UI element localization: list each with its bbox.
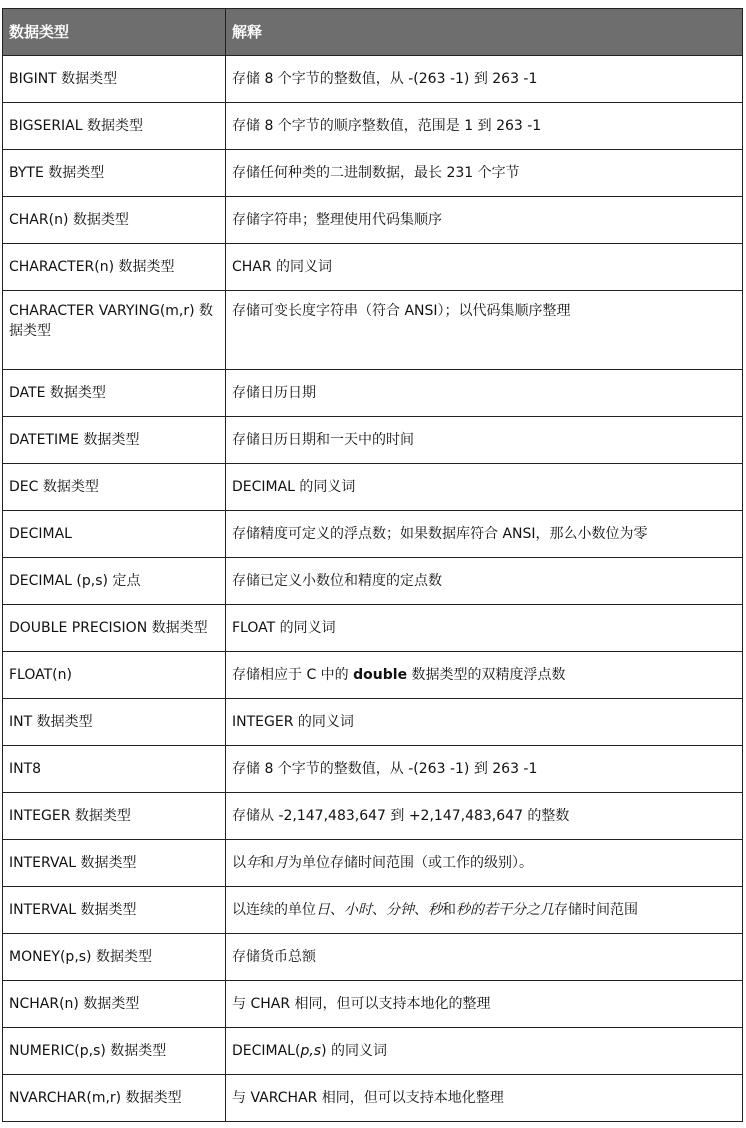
desc-cell: 存储日历日期: [226, 370, 743, 417]
table-row: [3, 103, 743, 150]
table-header-row: [3, 9, 743, 56]
table-row: [3, 699, 743, 746]
type-cell: INT 数据类型: [3, 699, 226, 746]
type-cell: CHARACTER(n) 数据类型: [3, 244, 226, 291]
desc-text: 数据类型的双精度浮点数: [407, 667, 566, 683]
desc-italic-term: 日: [316, 902, 330, 918]
table-row: [3, 981, 743, 1028]
desc-text: 、: [330, 902, 344, 918]
type-cell: DECIMAL: [3, 511, 226, 558]
desc-italic-term: 秒: [428, 902, 442, 918]
data-types-table: [2, 8, 743, 1122]
desc-bold-keyword: double: [353, 667, 408, 683]
table-row: [3, 652, 743, 699]
desc-text: 以: [232, 855, 246, 871]
desc-cell: 存储日历日期和一天中的时间: [226, 417, 743, 464]
type-cell: INTERVAL 数据类型: [3, 840, 226, 887]
desc-cell: 与 CHAR 相同，但可以支持本地化的整理: [226, 981, 743, 1028]
desc-cell: 存储任何种类的二进制数据，最长 231 个字节: [226, 150, 743, 197]
desc-italic-term: 秒的若干分之几: [456, 902, 554, 918]
desc-cell: [226, 1028, 743, 1075]
desc-italic-term: 分钟: [386, 902, 414, 918]
desc-cell: FLOAT 的同义词: [226, 605, 743, 652]
desc-cell: 存储字符串；整理使用代码集顺序: [226, 197, 743, 244]
table-row: [3, 934, 743, 981]
desc-cell: 存储可变长度字符串（符合 ANSI）；以代码集顺序整理: [226, 291, 743, 370]
table-row: [3, 370, 743, 417]
type-cell: DEC 数据类型: [3, 464, 226, 511]
desc-text: 、: [414, 902, 428, 918]
type-cell: DATE 数据类型: [3, 370, 226, 417]
desc-cell: 存储已定义小数位和精度的定点数: [226, 558, 743, 605]
desc-cell: CHAR 的同义词: [226, 244, 743, 291]
desc-text: 和: [260, 855, 274, 871]
type-cell: MONEY(p,s) 数据类型: [3, 934, 226, 981]
type-cell: BYTE 数据类型: [3, 150, 226, 197]
desc-cell: 存储精度可定义的浮点数；如果数据库符合 ANSI，那么小数位为零: [226, 511, 743, 558]
header-data-type: 数据类型: [3, 9, 226, 56]
table-row: [3, 244, 743, 291]
type-cell: BIGINT 数据类型: [3, 56, 226, 103]
desc-italic-term: 小时: [344, 902, 372, 918]
table-row: [3, 746, 743, 793]
type-cell: NCHAR(n) 数据类型: [3, 981, 226, 1028]
desc-text: ) 的同义词: [321, 1043, 388, 1059]
desc-cell: 存储从 -2,147,483,647 到 +2,147,483,647 的整数: [226, 793, 743, 840]
desc-italic-term: 月: [274, 855, 288, 871]
table-row: [3, 558, 743, 605]
table-row: [3, 1075, 743, 1122]
type-cell: INTERVAL 数据类型: [3, 887, 226, 934]
desc-italic-term: p,s: [300, 1043, 322, 1059]
desc-cell: 与 VARCHAR 相同，但可以支持本地化整理: [226, 1075, 743, 1122]
desc-cell: 存储 8 个字节的整数值，从 -(263 -1) 到 263 -1: [226, 746, 743, 793]
desc-italic-term: 年: [246, 855, 260, 871]
desc-cell: 存储 8 个字节的整数值，从 -(263 -1) 到 263 -1: [226, 56, 743, 103]
desc-text: 、: [372, 902, 386, 918]
table-row: [3, 1028, 743, 1075]
type-cell: NUMERIC(p,s) 数据类型: [3, 1028, 226, 1075]
table-row: [3, 291, 743, 370]
type-cell: FLOAT(n): [3, 652, 226, 699]
table-row: [3, 511, 743, 558]
desc-cell: DECIMAL 的同义词: [226, 464, 743, 511]
desc-text: 和: [442, 902, 456, 918]
type-cell: DOUBLE PRECISION 数据类型: [3, 605, 226, 652]
desc-cell: INTEGER 的同义词: [226, 699, 743, 746]
table-row: [3, 840, 743, 887]
desc-text: 存储相应于 C 中的: [232, 667, 354, 683]
type-cell: DECIMAL (p,s) 定点: [3, 558, 226, 605]
type-cell: NVARCHAR(m,r) 数据类型: [3, 1075, 226, 1122]
desc-cell: 存储 8 个字节的顺序整数值，范围是 1 到 263 -1: [226, 103, 743, 150]
type-cell: INTEGER 数据类型: [3, 793, 226, 840]
table-row: [3, 464, 743, 511]
desc-cell: [226, 652, 743, 699]
desc-cell: 存储货币总额: [226, 934, 743, 981]
desc-cell: [226, 840, 743, 887]
type-cell: INT8: [3, 746, 226, 793]
table-row: [3, 887, 743, 934]
type-cell: BIGSERIAL 数据类型: [3, 103, 226, 150]
table-row: [3, 605, 743, 652]
desc-text: 存储时间范围: [554, 902, 638, 918]
desc-text: 为单位存储时间范围（或工作的级别）。: [288, 855, 533, 871]
type-cell: DATETIME 数据类型: [3, 417, 226, 464]
table-row: [3, 150, 743, 197]
type-cell: CHAR(n) 数据类型: [3, 197, 226, 244]
header-explanation: 解释: [226, 9, 743, 56]
desc-cell: [226, 887, 743, 934]
table-row: [3, 56, 743, 103]
desc-text: 以连续的单位: [232, 902, 316, 918]
table-row: [3, 197, 743, 244]
table-row: [3, 417, 743, 464]
type-cell: CHARACTER VARYING(m,r) 数据类型: [3, 291, 226, 370]
table-row: [3, 793, 743, 840]
desc-text: DECIMAL(: [232, 1043, 301, 1059]
